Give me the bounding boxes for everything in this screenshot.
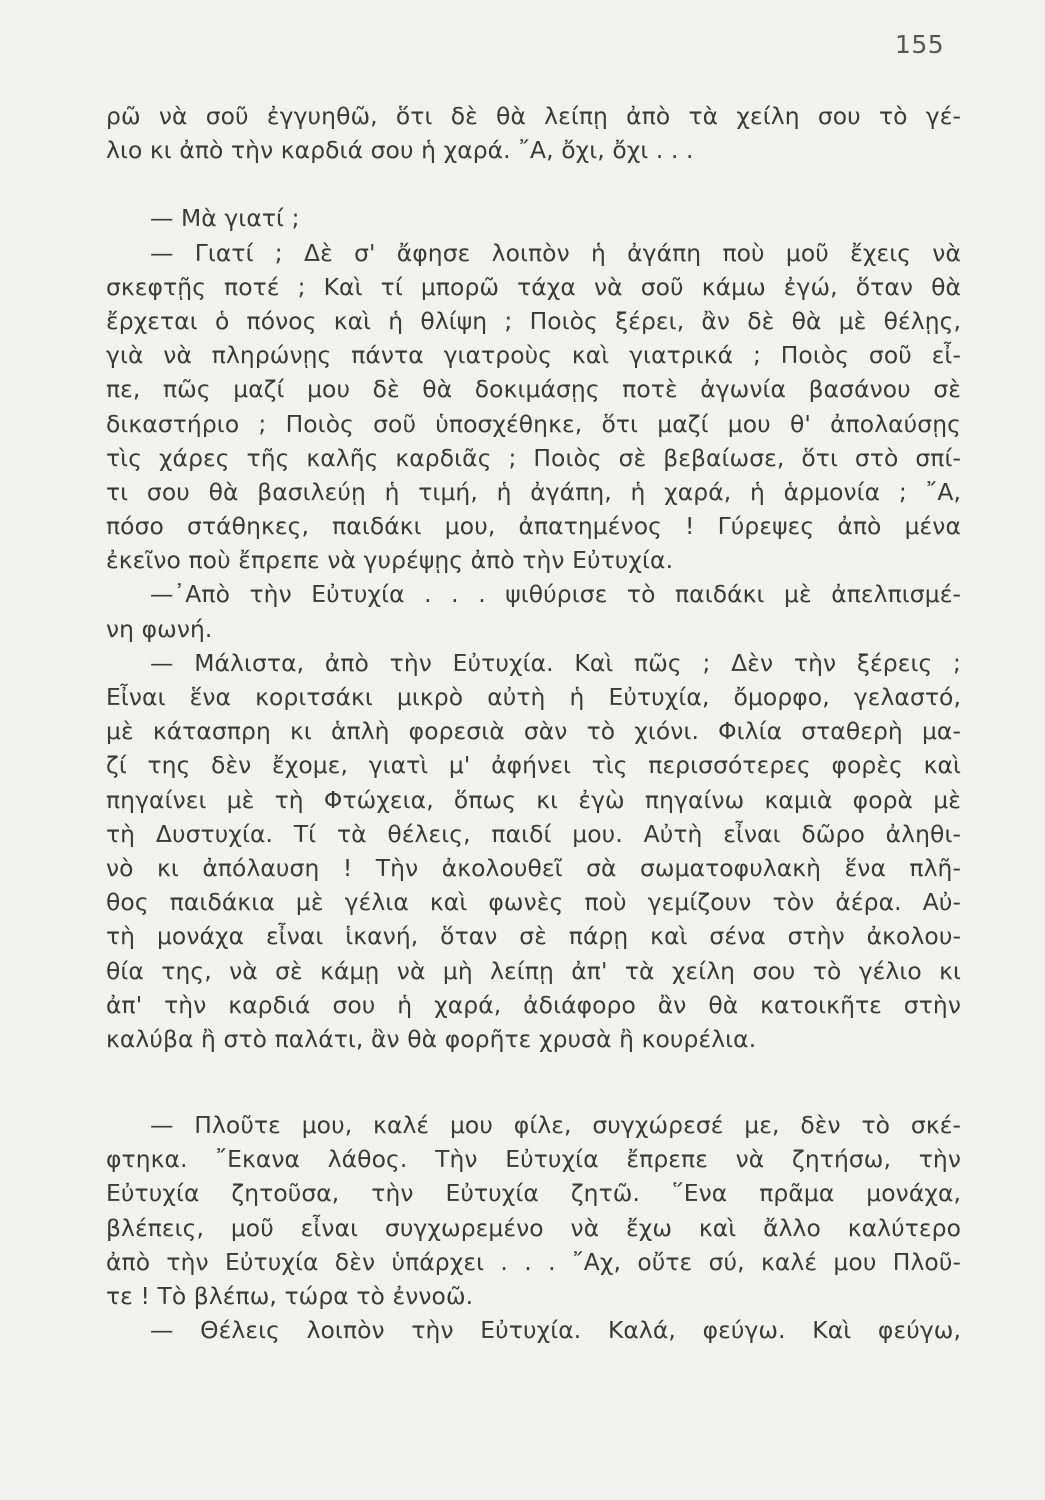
text-line: — Μὰ γιατί ;: [150, 204, 300, 233]
text-line: Εἶναι ἕνα κοριτσάκι μικρὸ αὐτὴ ἡ Εὐτυχία, ὄμορφο, γελαστό,: [106, 683, 961, 711]
text-line: —᾿Απὸ τὴν Εὐτυχία . . . ψιθύρισε τὸ παιδάκι μὲ ἀπελπισμέ-: [150, 580, 961, 609]
text-line: τι σου θὰ βασιλεύῃ ἡ τιμή, ἡ ἀγάπη, ἡ χαρά, ἡ ἁρμονία ; ῎Α,: [106, 477, 961, 506]
text-line: ἀπ' τὴν καρδιά σου ἡ χαρά, ἀδιάφορο ἂν θὰ κατοικῆτε στὴν: [106, 990, 961, 1019]
text-line: θος παιδάκια μὲ γέλια καὶ φωνὲς ποὺ γεμίζουν τὸν ἀέρα. Αὐ-: [106, 888, 961, 917]
paragraph-gap: [106, 1056, 961, 1108]
text-line: μὲ κάτασπρη κι ἁπλὴ φορεσιὰ σὰν τὸ χιόνι. Φιλία σταθερὴ μα-: [106, 717, 961, 746]
text-line: ἔρχεται ὁ πόνος καὶ ἡ θλίψη ; Ποιὸς ξέρει, ἂν δὲ θὰ μὲ θέλῃς,: [106, 306, 961, 335]
page-text: [106, 99, 961, 1347]
text-line: — Γιατί ; Δὲ σ' ἄφησε λοιπὸν ἡ ἀγάπη ποὺ μοῦ ἔχεις νὰ: [150, 238, 961, 267]
text-line: ζί της δὲν ἔχομε, γιατὶ μ' ἀφήνει τὶς περισσότερες φορὲς καὶ: [106, 751, 961, 780]
text-line: Εὐτυχία ζητοῦσα, τὴν Εὐτυχία ζητῶ. ῞Ενα πρᾶμα μονάχα,: [106, 1179, 961, 1208]
text-line: ἀπὸ τὴν Εὐτυχία δὲν ὑπάρχει . . . ῎Αχ, οὔτε σύ, καλέ μου Πλοῦ-: [106, 1247, 961, 1276]
text-line: πηγαίνει μὲ τὴ Φτώχεια, ὅπως κι ἐγὼ πηγαίνω καμιὰ φορὰ μὲ: [106, 785, 961, 814]
page-number: 155: [895, 30, 945, 59]
text-line: τε ! Τὸ βλέπω, τώρα τὸ ἐννοῶ.: [106, 1282, 474, 1310]
text-line: γιὰ νὰ πληρώνῃς πάντα γιατροὺς καὶ γιατρικά ; Ποιὸς σοῦ εἶ-: [106, 341, 961, 370]
text-line: τὶς χάρες τῆς καλῆς καρδιᾶς ; Ποιὸς σὲ βεβαίωσε, ὅτι στὸ σπί-: [106, 443, 961, 472]
text-line: τὴ Δυστυχία. Τί τὰ θέλεις, παιδί μου. Αὐτὴ εἶναι δῶρο ἀληθι-: [106, 819, 961, 848]
text-line: καλύβα ἢ στὸ παλάτι, ἂν θὰ φορῆτε χρυσὰ ἢ κουρέλια.: [106, 1024, 757, 1053]
text-line: νη φωνή.: [106, 614, 213, 643]
text-line: βλέπεις, μοῦ εἶναι συγχωρεμένο νὰ ἔχω καὶ ἄλλο καλύτερο: [106, 1213, 961, 1242]
text-line: σκεφτῇς ποτέ ; Καὶ τί μπορῶ τάχα νὰ σοῦ κάμω ἐγώ, ὅταν θὰ: [106, 272, 961, 301]
text-line: πε, πῶς μαζί μου δὲ θὰ δοκιμάσῃς ποτὲ ἀγωνία βασάνου σὲ: [106, 375, 961, 404]
text-line: φτηκα. ῎Εκανα λάθος. Τὴν Εὐτυχία ἔπρεπε νὰ ζητήσω, τὴν: [106, 1145, 961, 1174]
text-line: θία της, νὰ σὲ κάμῃ νὰ μὴ λείπῃ ἀπ' τὰ χείλη σου τὸ γέλιο κι: [106, 956, 961, 985]
text-line: — Πλοῦτε μου, καλέ μου φίλε, συγχώρεσέ με, δὲν τὸ σκέ-: [150, 1111, 961, 1140]
text-line: — Θέλεις λοιπὸν τὴν Εὐτυχία. Καλά, φεύγω. Καὶ φεύγω,: [150, 1316, 961, 1345]
text-line: νὸ κι ἀπόλαυση ! Τὴν ἀκολουθεῖ σὰ σωματοφυλακὴ ἕνα πλῆ-: [106, 853, 961, 882]
text-line: ἐκεῖνο ποὺ ἔπρεπε νὰ γυρέψῃς ἀπὸ τὴν Εὐτυχία.: [106, 546, 674, 575]
text-line: τὴ μονάχα εἶναι ἱκανή, ὅταν σὲ πάρῃ καὶ σένα στὴν ἀκολου-: [106, 922, 961, 951]
paragraph-gap: [106, 167, 961, 201]
text-line: λιο κι ἀπὸ τὴν καρδιά σου ἡ χαρά. ῎Α, ὄχι, ὄχι . . .: [106, 136, 694, 165]
text-line: δικαστήριο ; Ποιὸς σοῦ ὑποσχέθηκε, ὅτι μαζί μου θ' ἀπολαύσῃς: [106, 409, 961, 438]
text-line: πόσο στάθηκες, παιδάκι μου, ἀπατημένος ! Γύρεψες ἀπὸ μένα: [106, 512, 961, 541]
text-line: ρῶ νὰ σοῦ ἐγγυηθῶ, ὅτι δὲ θὰ λείπῃ ἀπὸ τὰ χείλη σου τὸ γέ-: [106, 102, 961, 130]
text-line: — Μάλιστα, ἀπὸ τὴν Εὐτυχία. Καὶ πῶς ; Δὲν τὴν ξέρεις ;: [150, 648, 961, 677]
